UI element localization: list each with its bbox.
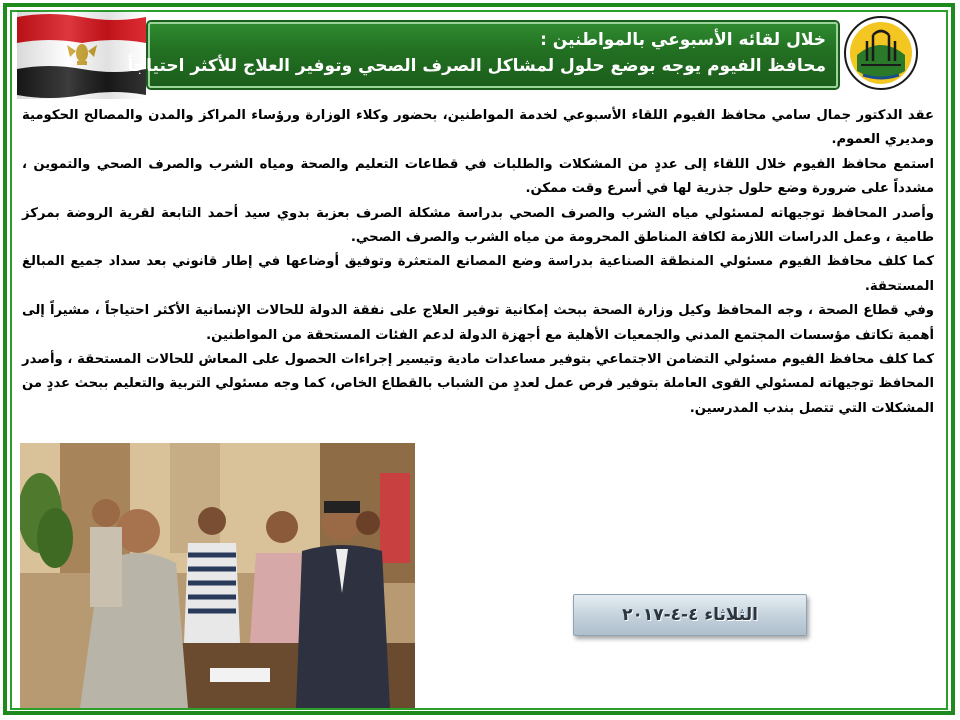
article-paragraph: وأصدر المحافظ توجيهاته لمسئولي مياه الشرب والصرف الصحي بدراسة مشكلة الصرف بعزبة بدوي سيد أحمد التابعة لقرية الروضة بمركز طامية ، وعمل الدراسات اللازمة لكافة المناطق المحرومة من مياه الشرب والصرف الصحي. [22,205,934,246]
meeting-photo [20,443,415,708]
article-paragraph: عقد الدكتور جمال سامي محافظ الفيوم اللقاء الأسبوعي لخدمة المواطنين، بحضور وكلاء الوزارة ورؤساء المراكز والمدن والمصالح الحكومية ومديري العموم. [22,108,934,148]
headline-banner [127,22,838,88]
article-body [22,104,934,421]
fayoum-governorate-logo-icon [843,15,919,91]
date-badge: الثلاثاء ٤-٤-٢٠١٧ [573,594,807,636]
article-paragraph: استمع محافظ الفيوم خلال اللقاء إلى عددٍ من المشكلات والطلبات في قطاعات التعليم والصحة ومياه الشرب والصرف الصحي والتموين ، مشدداً على ضرورة وضع حلول جذرية لها في أسرع وقت ممكن. [22,156,934,197]
headline-title: محافظ الفيوم يوجه بوضع حلول لمشاكل الصرف الصحي وتوفير العلاج للأكثر احتياجاً [127,56,826,76]
article-paragraph: وفي قطاع الصحة ، وجه المحافظ وكيل وزارة الصحة ببحث إمكانية توفير العلاج على نفقة الدولة للحالات الإنسانية الأكثر احتياجاً ، مشيراً إلى أهمية تكاتف مؤسسات المجتمع المدني والجمعيات الأهلية مع أجهزة الدولة لدعم الفئات المستحقة من المواطنين. [22,303,934,343]
article-paragraph: كما كلف محافظ الفيوم مسئولي التضامن الاجتماعي بتوفير مساعدات مادية وتيسير إجراءات الحصول على المعاش للحالات المستحقة ، وأصدر المحافظ توجيهاته لمسئولي القوى العاملة بتوفير فرص عمل لعددٍ من الشباب بالقطاع الخاص، كما وجه مسئولي التربية والتعليم ببحث عددٍ من المشكلات التي تتصل بندب المدرسين. [22,352,934,416]
article-paragraph: كما كلف محافظ الفيوم مسئولي المنطقة الصناعية بدراسة وضع المصانع المتعثرة وتوفيق أوضاعها في إطار قانوني بعد سداد جميع المبالغ المستحقة. [22,254,934,294]
headline-kicker: خلال لقائه الأسبوعي بالمواطنين : [540,30,826,50]
